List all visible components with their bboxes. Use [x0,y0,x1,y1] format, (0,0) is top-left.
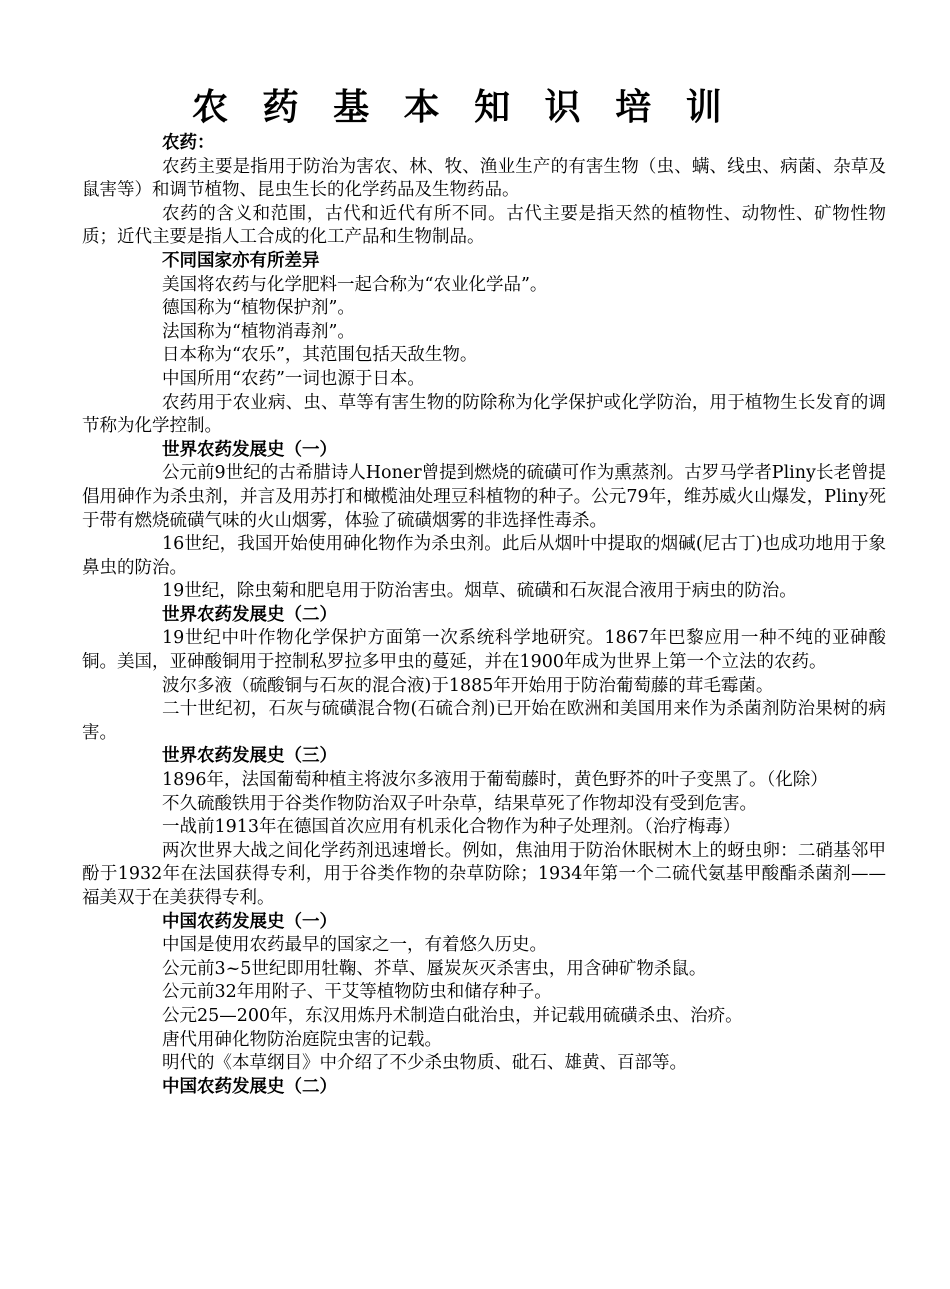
body-paragraph: 公元前3~5世纪即用牡鞠、芥草、蜃炭灰灭杀害虫，用含砷矿物杀鼠。 [162,958,707,979]
body-paragraph: 不久硫酸铁用于谷类作物防治双子叶杂草，结果草死了作物却没有受到危害。 [162,793,757,814]
body-paragraph: 农药主要是指用于防治为害农、林、牧、渔业生产的有害生物（虫、螨、线虫、病菌、杂草及鼠害等）和调节植物、昆虫生长的化学药品及生物药品。 [82,156,886,201]
body-paragraph: 农药的含义和范围，古代和近代有所不同。古代主要是指天然的植物性、动物性、矿物性物质；近代主要是指人工合成的化工产品和生物制品。 [82,203,886,248]
body-paragraph: 中国是使用农药最早的国家之一，有着悠久历史。 [162,935,547,956]
body-paragraph: 公元前9世纪的古希腊诗人Honer曾提到燃烧的硫磺可作为熏蒸剂。古罗马学者Pliny长老曾提倡用砷作为杀虫剂，并言及用苏打和橄榄油处理豆科植物的种子。公元79年，维苏威火山爆发，Pliny死于带有燃烧硫磺气味的火山烟雾，体验了硫磺烟雾的非选择性毒杀。 [82,463,886,531]
body-paragraph: 公元25—200年，东汉用炼丹术制造白砒治虫，并记载用硫磺杀虫、治疥。 [162,1005,743,1026]
section-heading: 世界农药发展史（三） [162,746,337,767]
body-paragraph: 一战前1913年在德国首次应用有机汞化合物作为种子处理剂。（治疗梅毒） [162,817,741,838]
body-paragraph: 美国将农药与化学肥料一起合称为“农业化学品”。 [162,274,548,295]
section-heading: 世界农药发展史（一） [162,439,337,460]
body-paragraph: 农药用于农业病、虫、草等有害生物的防除称为化学保护或化学防治，用于植物生长发育的调节称为化学控制。 [82,392,886,437]
body-paragraph: 16世纪，我国开始使用砷化物作为杀虫剂。此后从烟叶中提取的烟碱(尼古丁)也成功地用于象鼻虫的防治。 [82,534,886,578]
body-paragraph: 二十世纪初，石灰与硫磺混合物(石硫合剂)已开始在欧洲和美国用来作为杀菌剂防治果树的病害。 [82,699,886,743]
body-paragraph: 19世纪中叶作物化学保护方面第一次系统科学地研究。1867年巴黎应用一种不纯的亚砷酸铜。美国，亚砷酸铜用于控制私罗拉多甲虫的蔓延，并在1900年成为世界上第一个立法的农药。 [82,628,886,673]
section-heading: 农药： [162,133,215,153]
body-paragraph: 德国称为“植物保护剂”。 [162,298,355,319]
section-heading: 中国农药发展史（一） [162,911,337,932]
body-paragraph: 1896年，法国葡萄种植主将波尔多液用于葡萄藤时，黄色野芥的叶子变黑了。（化除） [162,770,828,791]
body-paragraph: 唐代用砷化物防治庭院虫害的记载。 [162,1029,442,1050]
section-heading: 世界农药发展史（二） [162,604,337,625]
body-paragraph: 法国称为“植物消毒剂”。 [162,321,355,342]
body-paragraph: 明代的《本草纲目》中介绍了不少杀虫物质、砒石、雄黄、百部等。 [162,1053,687,1074]
document-title: 农 药 基 本 知 识 培 训 [192,87,733,128]
section-heading: 中国农药发展史（二） [162,1076,337,1097]
body-paragraph: 波尔多液（硫酸铜与石灰的混合液)于1885年开始用于防治葡萄藤的茸毛霉菌。 [162,675,774,696]
body-paragraph: 中国所用“农药”一词也源于日本。 [162,368,425,389]
body-paragraph: 19世纪，除虫菊和肥皂用于防治害虫。烟草、硫磺和石灰混合液用于病虫的防治。 [162,581,797,602]
body-paragraph: 日本称为“农乐”，其范围包括天敌生物。 [162,345,478,366]
section-heading: 不同国家亦有所差异 [162,250,320,271]
body-paragraph: 公元前32年用附子、干艾等植物防虫和储存种子。 [162,982,552,1003]
body-paragraph: 两次世界大战之间化学药剂迅速增长。例如，焦油用于防治休眠树木上的蚜虫卵：二硝基邻甲酚于1932年在法国获得专利，用于谷类作物的杂草防除；1934年第一个二硫代氨基甲酸酯杀菌剂——福美双于在美获得专利。 [82,840,886,908]
document-body [82,132,886,1099]
